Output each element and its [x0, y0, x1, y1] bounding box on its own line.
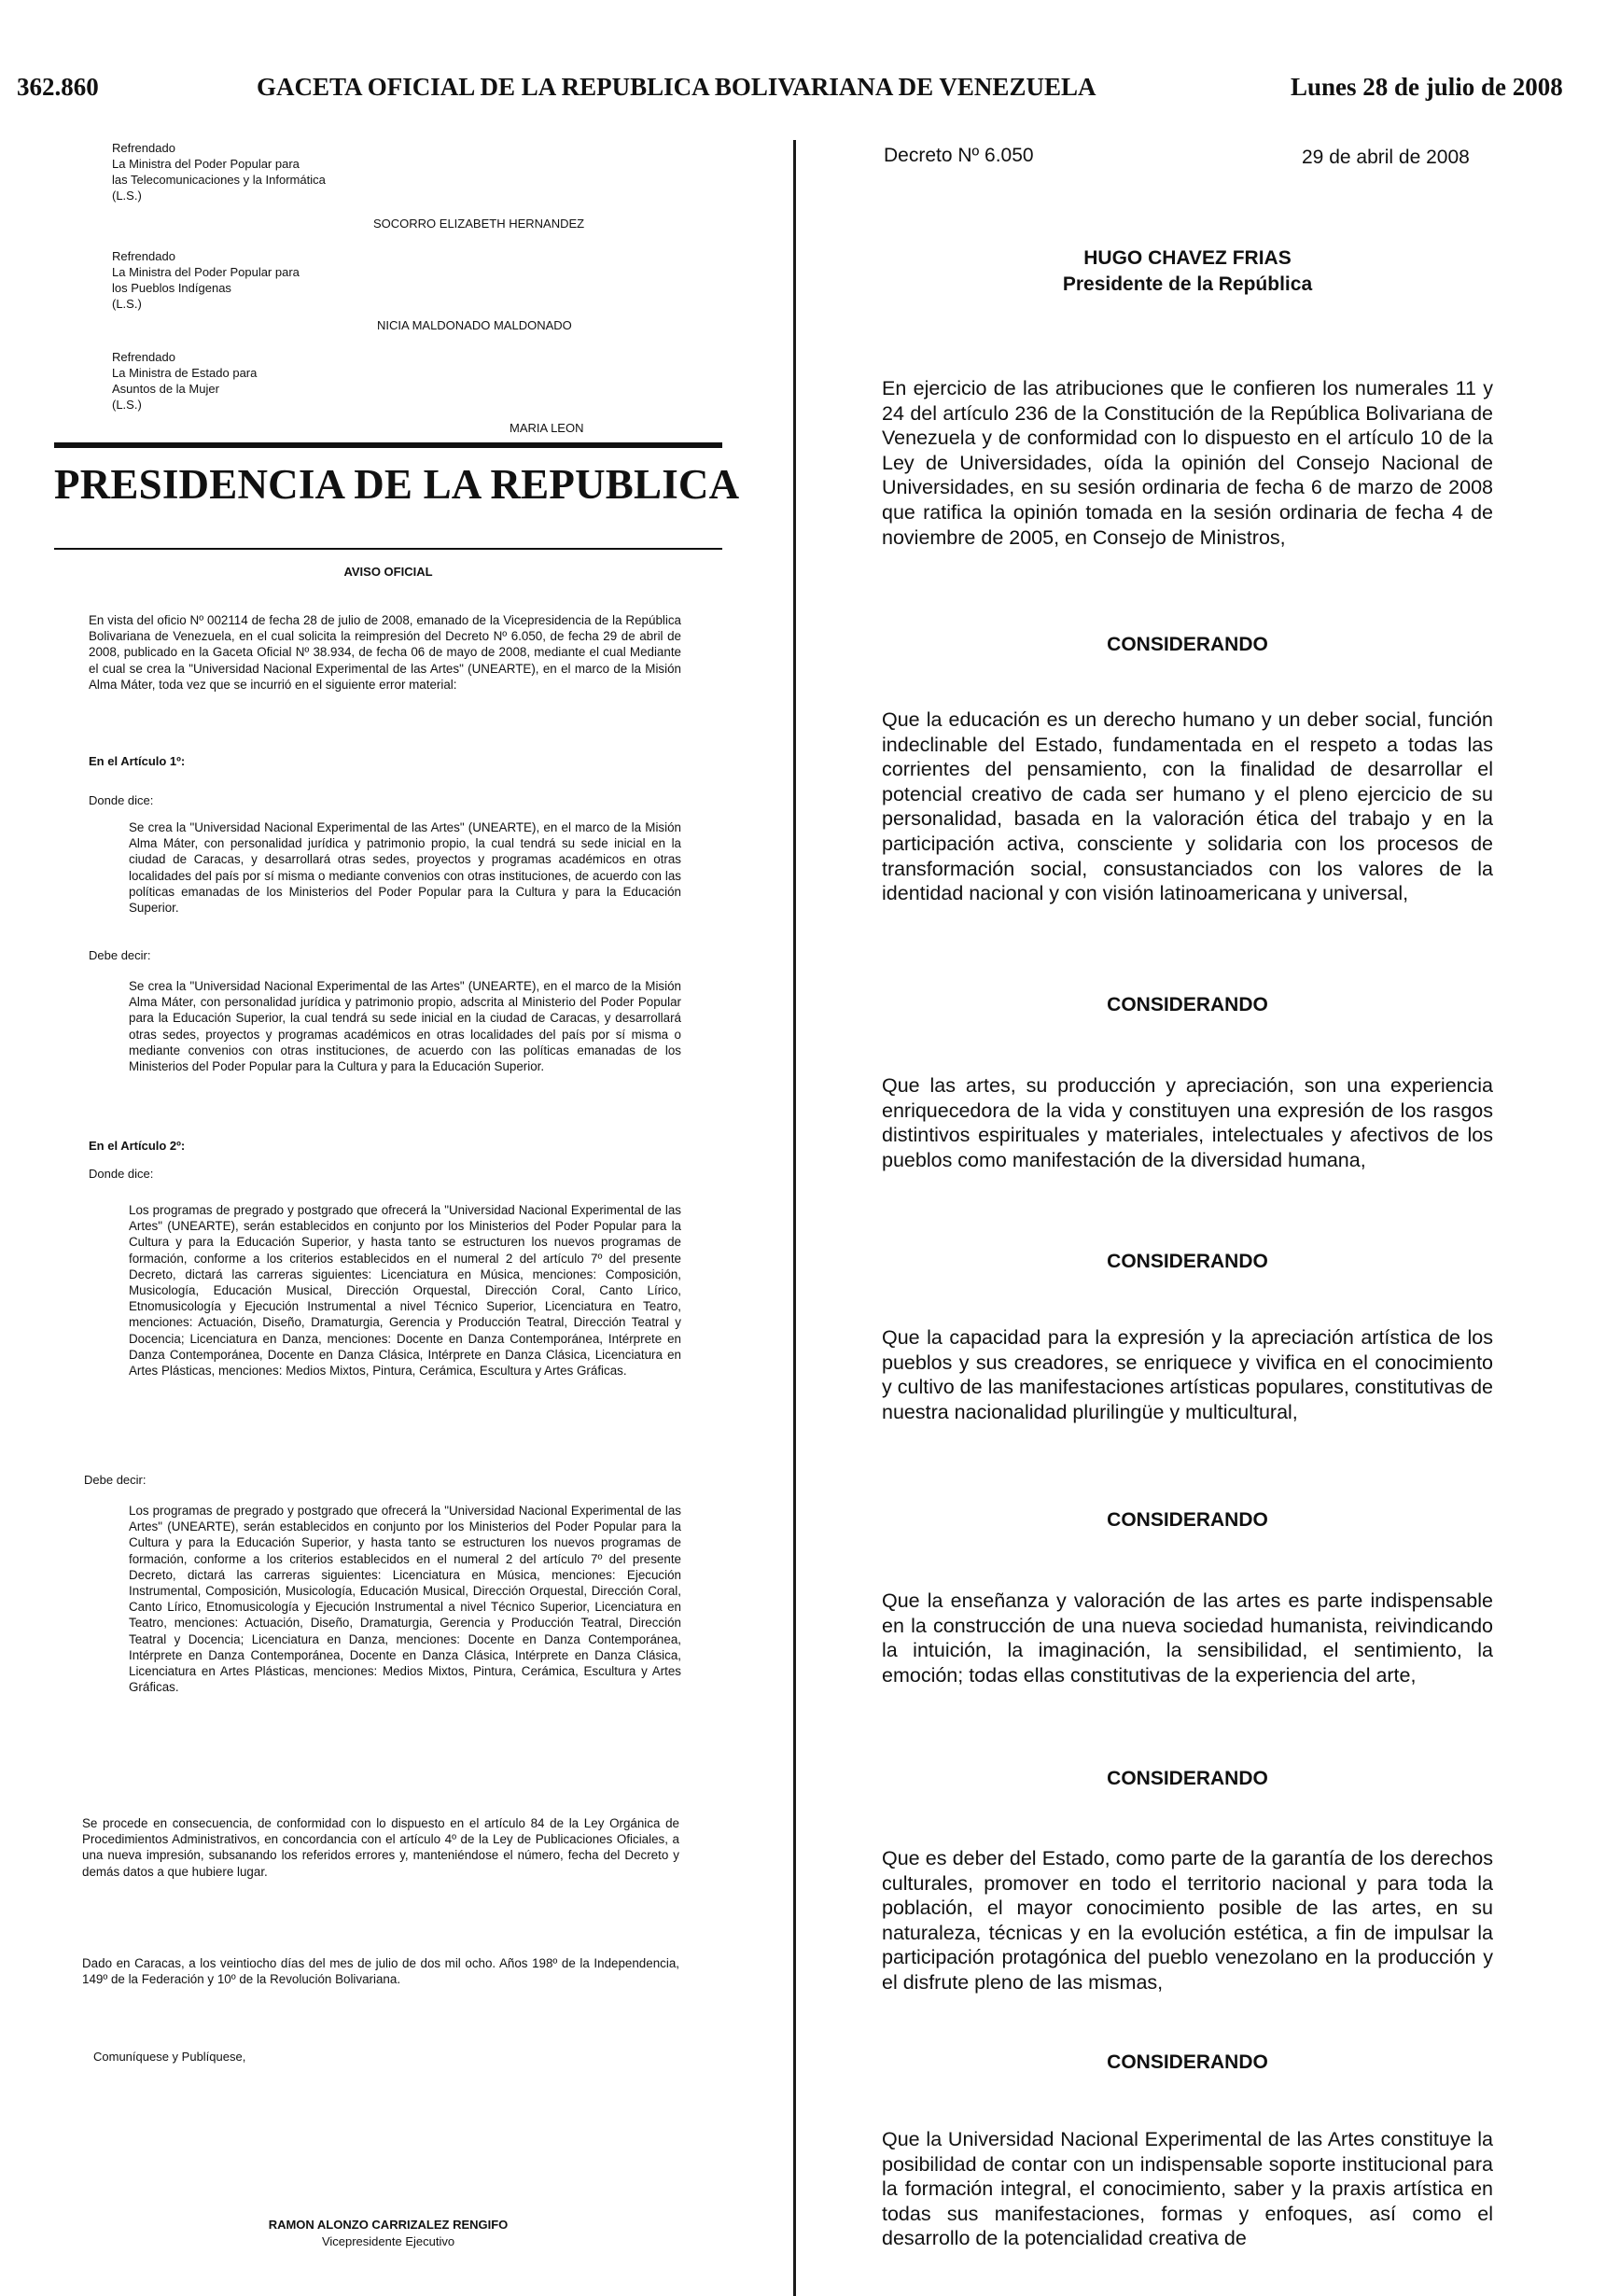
signer-title: Vicepresidente Ejecutivo [321, 2234, 455, 2248]
art2-heading: En el Artículo 2º: [89, 1139, 186, 1153]
refrendo-line: La Ministra del Poder Popular para [112, 265, 300, 279]
refrendo-line: los Pueblos Indígenas [112, 281, 231, 295]
refrendo-2-name: NICIA MALDONADO MALDONADO [377, 318, 572, 332]
refrendo-line: Refrendado [112, 350, 175, 364]
refrendo-3-name: MARIA LEON [510, 421, 584, 435]
section-rule-bottom [54, 548, 722, 550]
considerando-text: Que la capacidad para la expresión y la apreciación artística de los pueblos y sus creadores, se enriquece y vivifica en el conocimiento y cultivo de las manifestaciones artísticas populares, constitutivas de nuestra nacionalidad plurilingüe y multicultural, [882, 1326, 1493, 1423]
decree-number: Decreto Nº 6.050 [884, 145, 1034, 166]
art2-debe-label: Debe decir: [84, 1473, 147, 1487]
considerando-heading: CONSIDERANDO [1107, 634, 1268, 655]
refrendo-line: las Telecomunicaciones y la Informática [112, 173, 326, 187]
aviso-title: AVISO OFICIAL [343, 565, 433, 579]
page-number: 362.860 [17, 73, 99, 101]
art1-debe-text: Se crea la "Universidad Nacional Experimental de las Artes" (UNEARTE), en el marco de la Misión Alma Máter, con personalidad jurídica y patrimonio propio, adscrita al Ministerio del Poder Popular para la Educación Superior, la cual tendrá su sede inicial en la ciudad de Caracas, y desarrollará otras sedes, proyectos y programas académicos en otras localidades del país por sí misma o mediante convenios con otras instituciones, de acuerdo con las políticas emanadas de los Ministerios del Poder Popular para la Cultura y para la Educación Superior. [129, 979, 681, 1074]
aviso-intro: En vista del oficio Nº 002114 de fecha 28 de julio de 2008, emanado de la Vicepresidencia de la República Bolivariana de Venezuela, en el cual solicita la reimpresión del Decreto Nº 6.050, de fecha 29 de abril de 2008, publicado en la Gaceta Oficial Nº 38.934, de fecha 06 de mayo de 2008, mediante el cual Mediante el cual se crea la "Universidad Nacional Experimental de las Artes" (UNEARTE), en el marco de la Misión Alma Máter, toda vez que se incurrió en el siguiente error material: [89, 613, 681, 692]
considerando-heading: CONSIDERANDO [1107, 2051, 1268, 2073]
considerando-heading: CONSIDERANDO [1107, 1768, 1268, 1789]
considerando-heading: CONSIDERANDO [1107, 1251, 1268, 1272]
considerando-heading: CONSIDERANDO [1107, 1509, 1268, 1531]
section-rule-top [54, 442, 722, 448]
refrendo-line: (L.S.) [112, 189, 142, 203]
president-name: HUGO CHAVEZ FRIAS [1083, 247, 1292, 269]
art1-donde-text: Se crea la "Universidad Nacional Experimental de las Artes" (UNEARTE), en el marco de la Misión Alma Máter, con personalidad jurídica y patrimonio propio, la cual tendrá su sede inicial en la ciudad de Caracas, y desarrollará otras sedes, proyectos y programas académicos en otras localidades del país por sí misma o mediante convenios con otras instituciones, de acuerdo con las políticas emanadas de los Ministerios del Poder Popular para la Cultura y para la Educación Superior. [129, 820, 681, 916]
considerando-text: Que la Universidad Nacional Experimental de las Artes constituye la posibilidad de contar con un indispensable soporte institucional para la formación integral, el conocimiento, saber y la praxis artística en todas sus manifestaciones, formas y enfoques, así como el desarrollo de la potencialidad creativa de [882, 2128, 1493, 2250]
refrendo-3 [112, 349, 467, 413]
art2-donde-label: Donde dice: [89, 1167, 154, 1181]
signer-name: RAMON ALONZO CARRIZALEZ RENGIFO [268, 2218, 509, 2232]
comuniquese-text: Comuníquese y Publíquese, [93, 2050, 246, 2064]
art1-heading: En el Artículo 1º: [89, 754, 186, 768]
considerando-text: Que la educación es un derecho humano y un deber social, función indeclinable del Estado, fundamentada en el respeto a todas las corrientes del pensamiento, con la finalidad de desarrollar el potencial creativo de cada ser humano y el pleno ejercicio de su personalidad, basada en la valoración ética del trabajo y en la participación activa, consciente y solidaria con los procesos de transformación social, consustanciados con los valores de la identidad nacional y con visión latinoamericana y universal, [882, 708, 1493, 905]
president-title: Presidente de la República [1062, 273, 1313, 295]
decree-date: 29 de abril de 2008 [1302, 147, 1470, 168]
art2-donde-text: Los programas de pregrado y postgrado que ofrecerá la "Universidad Nacional Experimental de las Artes" (UNEARTE), serán establecidos en conjunto por los Ministerios del Poder Popular para la Cultura y para la Educación Superior, y hasta tanto se estructuren los nuevos programas de formación, conforme a los criterios establecidos en el numeral 2 del artículo 7º del presente Decreto, dictará las carreras siguientes: Licenciatura en Música, menciones: Composición, Musicología, Educación Musical, Dirección Orquestal, Dirección Coral, Canto Lírico, Etnomusicología y Ejecución Instrumental a nivel Técnico Superior, Licenciatura en Teatro, menciones: Actuación, Diseño, Dramaturgia, Gerencia y Producción Teatral, Dirección Teatral y Docencia; Licenciatura en Danza, menciones: Docente en Danza Contemporánea, Intérprete en Danza Contemporánea, Docente en Danza Clásica, Intérprete en Danza Clásica, Licenciatura en Artes Plásticas, menciones: Medios Mixtos, Pintura, Cerámica, Escultura y Artes Gráficas. [129, 1203, 681, 1379]
section-title: PRESIDENCIA DE LA REPUBLICA [54, 461, 740, 508]
considerando-text: Que las artes, su producción y apreciación, son una experiencia enriquecedora de la vida y constituyen una expresión de los rasgos distintivos espirituales y materiales, intelectuales y afectivos de los pueblos como manifestación de la diversidad humana, [882, 1074, 1493, 1171]
column-divider [793, 140, 796, 2296]
refrendo-2 [112, 248, 467, 312]
considerando-text: Que es deber del Estado, como parte de la garantía de los derechos culturales, promover en todo el territorio nacional y para toda la población, el mayor conocimiento posible de las artes, en su naturaleza, técnicas y en la evolución estética, a fin de impulsar la participación protagónica del pueblo venezolano en la producción y el disfrute pleno de las mismas, [882, 1847, 1493, 1994]
refrendo-1-name: SOCORRO ELIZABETH HERNANDEZ [373, 217, 585, 231]
refrendo-line: La Ministra del Poder Popular para [112, 157, 300, 171]
refrendo-line: Refrendado [112, 249, 175, 263]
procede-text: Se procede en consecuencia, de conformidad con lo dispuesto en el artículo 84 de la Ley Orgánica de Procedimientos Administrativos, en concordancia con el artículo 4º de la Ley de Publicaciones Oficiales, a una nueva impresión, subsanando los referidos errores y, manteniéndose el número, fecha del Decreto y demás datos a que hubiere lugar. [82, 1816, 679, 1879]
considerando-heading: CONSIDERANDO [1107, 994, 1268, 1015]
art1-debe-label: Debe decir: [89, 948, 151, 962]
art2-debe-text: Los programas de pregrado y postgrado que ofrecerá la "Universidad Nacional Experimental de las Artes" (UNEARTE), serán establecidos en conjunto por los Ministerios del Poder Popular para la Cultura y para la Educación Superior, y hasta tanto se estructuren los nuevos programas de formación, conforme a los criterios establecidos en el numeral 2 del artículo 7º del presente Decreto, dictará las carreras siguientes: Licenciatura en Música, menciones: Ejecución Instrumental, Composición, Musicología, Educación Musical, Dirección Orquestal, Dirección Coral, Canto Lírico, Etnomusicología y Ejecución Instrumental a nivel Técnico Superior, Licenciatura en Teatro, menciones: Actuación, Diseño, Dramaturgia, Gerencia y Producción Teatral, Dirección Teatral y Docencia; Licenciatura en Danza, menciones: Docente en Danza Contemporánea, Intérprete en Danza Contemporánea, Docente en Danza Clásica, Intérprete en Danza Clásica, Licenciatura en Artes Plásticas, menciones: Medios Mixtos, Pintura, Cerámica, Escultura y Artes Gráficas. [129, 1504, 681, 1695]
refrendo-1 [112, 140, 467, 203]
refrendo-line: (L.S.) [112, 398, 142, 412]
publication-date: Lunes 28 de julio de 2008 [1291, 73, 1563, 101]
decree-preamble: En ejercicio de las atribuciones que le confieren los numerales 11 y 24 del artículo 236 de la Constitución de la República Bolivariana de Venezuela y de conformidad con lo dispuesto en el artículo 10 de la Ley de Universidades, oída la opinión del Consejo Nacional de Universidades, en su sesión ordinaria de fecha 6 de marzo de 2008 que ratifica la opinión tomada en la sesión ordinaria de fecha 4 de noviembre de 2005, en Consejo de Ministros, [882, 377, 1493, 549]
considerando-text: Que la enseñanza y valoración de las artes es parte indispensable en la construcción de una nueva sociedad humanista, reivindicando la intuición, la imaginación, la sensibilidad, el sentimiento, la emoción; todas ellas constitutivas de la experiencia del arte, [882, 1589, 1493, 1687]
refrendo-line: (L.S.) [112, 297, 142, 311]
refrendo-line: Asuntos de la Mujer [112, 382, 219, 396]
refrendo-line: Refrendado [112, 141, 175, 155]
art1-donde-label: Donde dice: [89, 793, 154, 807]
refrendo-line: La Ministra de Estado para [112, 366, 258, 380]
publication-title: GACETA OFICIAL DE LA REPUBLICA BOLIVARIANA DE VENEZUELA [257, 73, 1096, 101]
dado-text: Dado en Caracas, a los veintiocho días del mes de julio de dos mil ocho. Años 198º de la Independencia, 149º de la Federación y 10º de la Revolución Bolivariana. [82, 1956, 679, 1987]
